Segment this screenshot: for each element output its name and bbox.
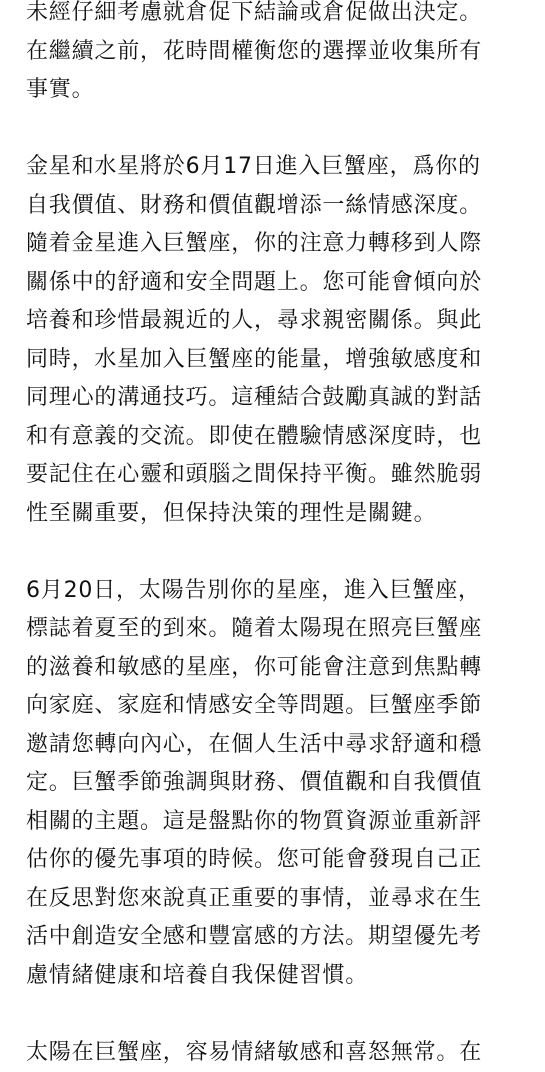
paragraph-1: [26, 0, 526, 110]
paragraph-3: [26, 572, 526, 996]
text-line: 向家庭、家庭和情感安全等問題。巨蟹座季節: [26, 687, 526, 726]
paragraph-spacer: [26, 533, 526, 572]
text-line: 慮情緒健康和培養自我保健習慣。: [26, 957, 526, 996]
text-line: 估你的優先事項的時候。您可能會發現自己正: [26, 841, 526, 880]
text-line: 在反思對您來說真正重要的事情，並尋求在生: [26, 880, 526, 919]
text-line: 培養和珍惜最親近的人，尋求親密關係。與此: [26, 302, 526, 341]
text-line: 定。巨蟹季節強調與財務、價值觀和自我價值: [26, 764, 526, 803]
text-line: 活中創造安全感和豐富感的方法。期望優先考: [26, 918, 526, 957]
text-line: 和有意義的交流。即使在體驗情感深度時，也: [26, 418, 526, 457]
paragraph-spacer: [26, 110, 526, 149]
text-line: 隨着金星進入巨蟹座，你的注意力轉移到人際: [26, 225, 526, 264]
paragraph-2: [26, 148, 526, 533]
text-line: 標誌着夏至的到來。隨着太陽現在照亮巨蟹座: [26, 610, 526, 649]
article-body: [26, 0, 526, 1072]
paragraph-spacer: [26, 995, 526, 1034]
paragraph-4: [26, 1034, 526, 1072]
text-line: 的滋養和敏感的星座，你可能會注意到焦點轉: [26, 649, 526, 688]
text-line: 相關的主題。這是盤點你的物質資源並重新評: [26, 803, 526, 842]
text-line: 性至關重要，但保持決策的理性是關鍵。: [26, 495, 526, 534]
text-line: 在繼續之前，花時間權衡您的選擇並收集所有: [26, 33, 526, 72]
text-line: 同時，水星加入巨蟹座的能量，增強敏感度和: [26, 341, 526, 380]
text-line: 太陽在巨蟹座，容易情緒敏感和喜怒無常。在: [26, 1034, 526, 1072]
text-line: 自我價值、財務和價值觀增添一絲情感深度。: [26, 187, 526, 226]
text-line: 金星和水星將於6月17日進入巨蟹座，爲你的: [26, 148, 526, 187]
text-line: 同理心的溝通技巧。這種結合鼓勵真誠的對話: [26, 379, 526, 418]
text-line: 事實。: [26, 71, 526, 110]
text-line: 要記住在心靈和頭腦之間保持平衡。雖然脆弱: [26, 456, 526, 495]
text-line: 未經仔細考慮就倉促下結論或倉促做出決定。: [26, 0, 526, 33]
text-line: 邀請您轉向內心，在個人生活中尋求舒適和穩: [26, 726, 526, 765]
text-line: 6月20日，太陽告別你的星座，進入巨蟹座，: [26, 572, 526, 611]
text-line: 關係中的舒適和安全問題上。您可能會傾向於: [26, 264, 526, 303]
